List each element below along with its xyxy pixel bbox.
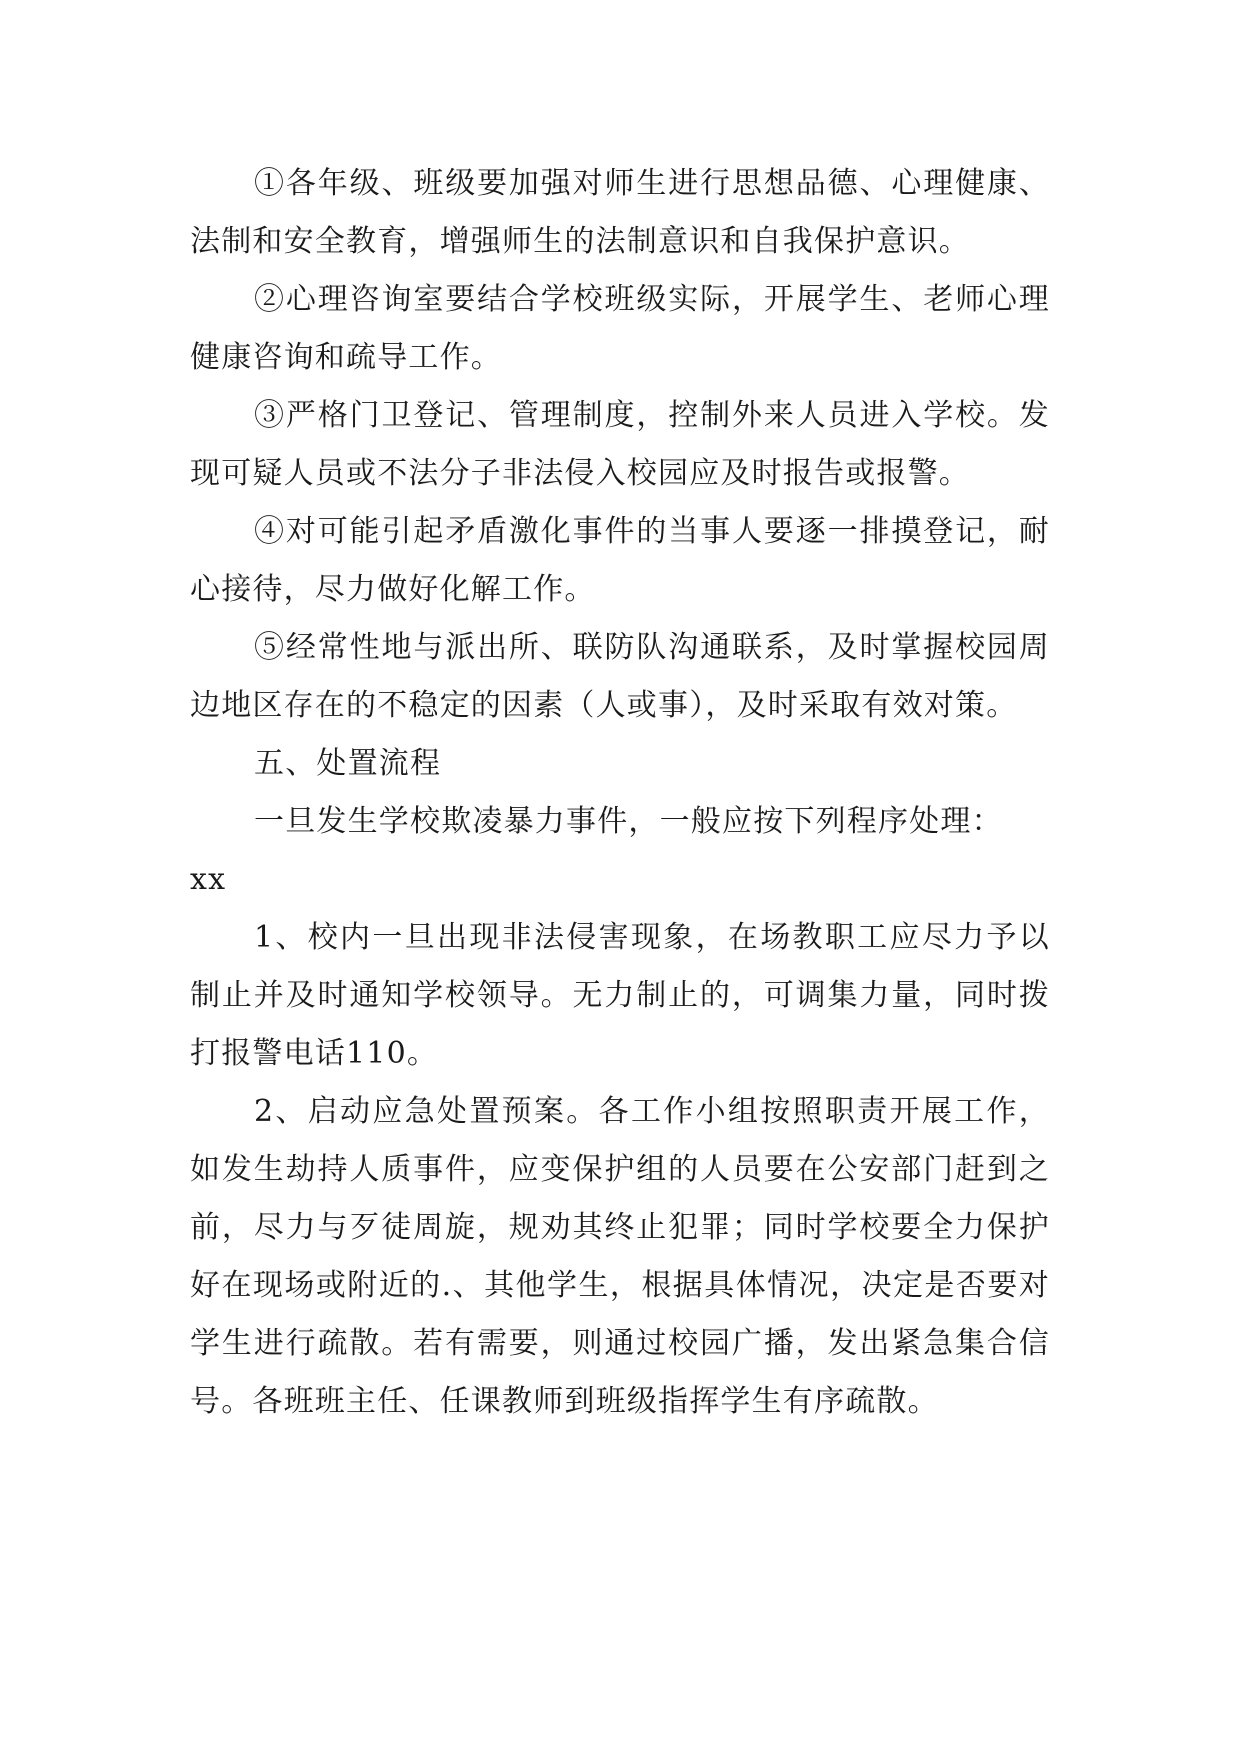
document-body [190,155,1050,1431]
procedure-intro: 一旦发生学校欺凌暴力事件，一般应按下列程序处理： [254,804,1003,839]
procedure-step-1: 1、校内一旦出现非法侵害现象，在场教职工应尽力予以制止并及时通知学校领导。无力制止的，可调集力量，同时拨打报警电话110。 [190,920,1050,1071]
paragraph-item-3: ③严格门卫登记、管理制度，控制外来人员进入学校。发现可疑人员或不法分子非法侵入校园应及时报告或报警。 [190,398,1050,491]
paragraph-item-5: ⑤经常性地与派出所、联防队沟通联系，及时掌握校园周边地区存在的不稳定的因素（人或事），及时采取有效对策。 [190,630,1050,723]
placeholder-text: xx [190,862,227,897]
paragraph-item-1: ①各年级、班级要加强对师生进行思想品德、心理健康、法制和安全教育，增强师生的法制意识和自我保护意识。 [190,166,1050,259]
paragraph-item-4: ④对可能引起矛盾激化事件的当事人要逐一排摸登记，耐心接待，尽力做好化解工作。 [190,514,1050,607]
procedure-step-2: 2、启动应急处置预案。各工作小组按照职责开展工作，如发生劫持人质事件，应变保护组的人员要在公安部门赶到之前，尽力与歹徒周旋，规劝其终止犯罪；同时学校要全力保护好在现场或附近的.、其他学生，根据具体情况，决定是否要对学生进行疏散。若有需要，则通过校园广播，发出紧急集合信号。各班班主任、任课教师到班级指挥学生有序疏散。 [190,1094,1050,1419]
section-heading: 五、处置流程 [254,746,442,781]
paragraph-item-2: ②心理咨询室要结合学校班级实际，开展学生、老师心理健康咨询和疏导工作。 [190,282,1050,375]
